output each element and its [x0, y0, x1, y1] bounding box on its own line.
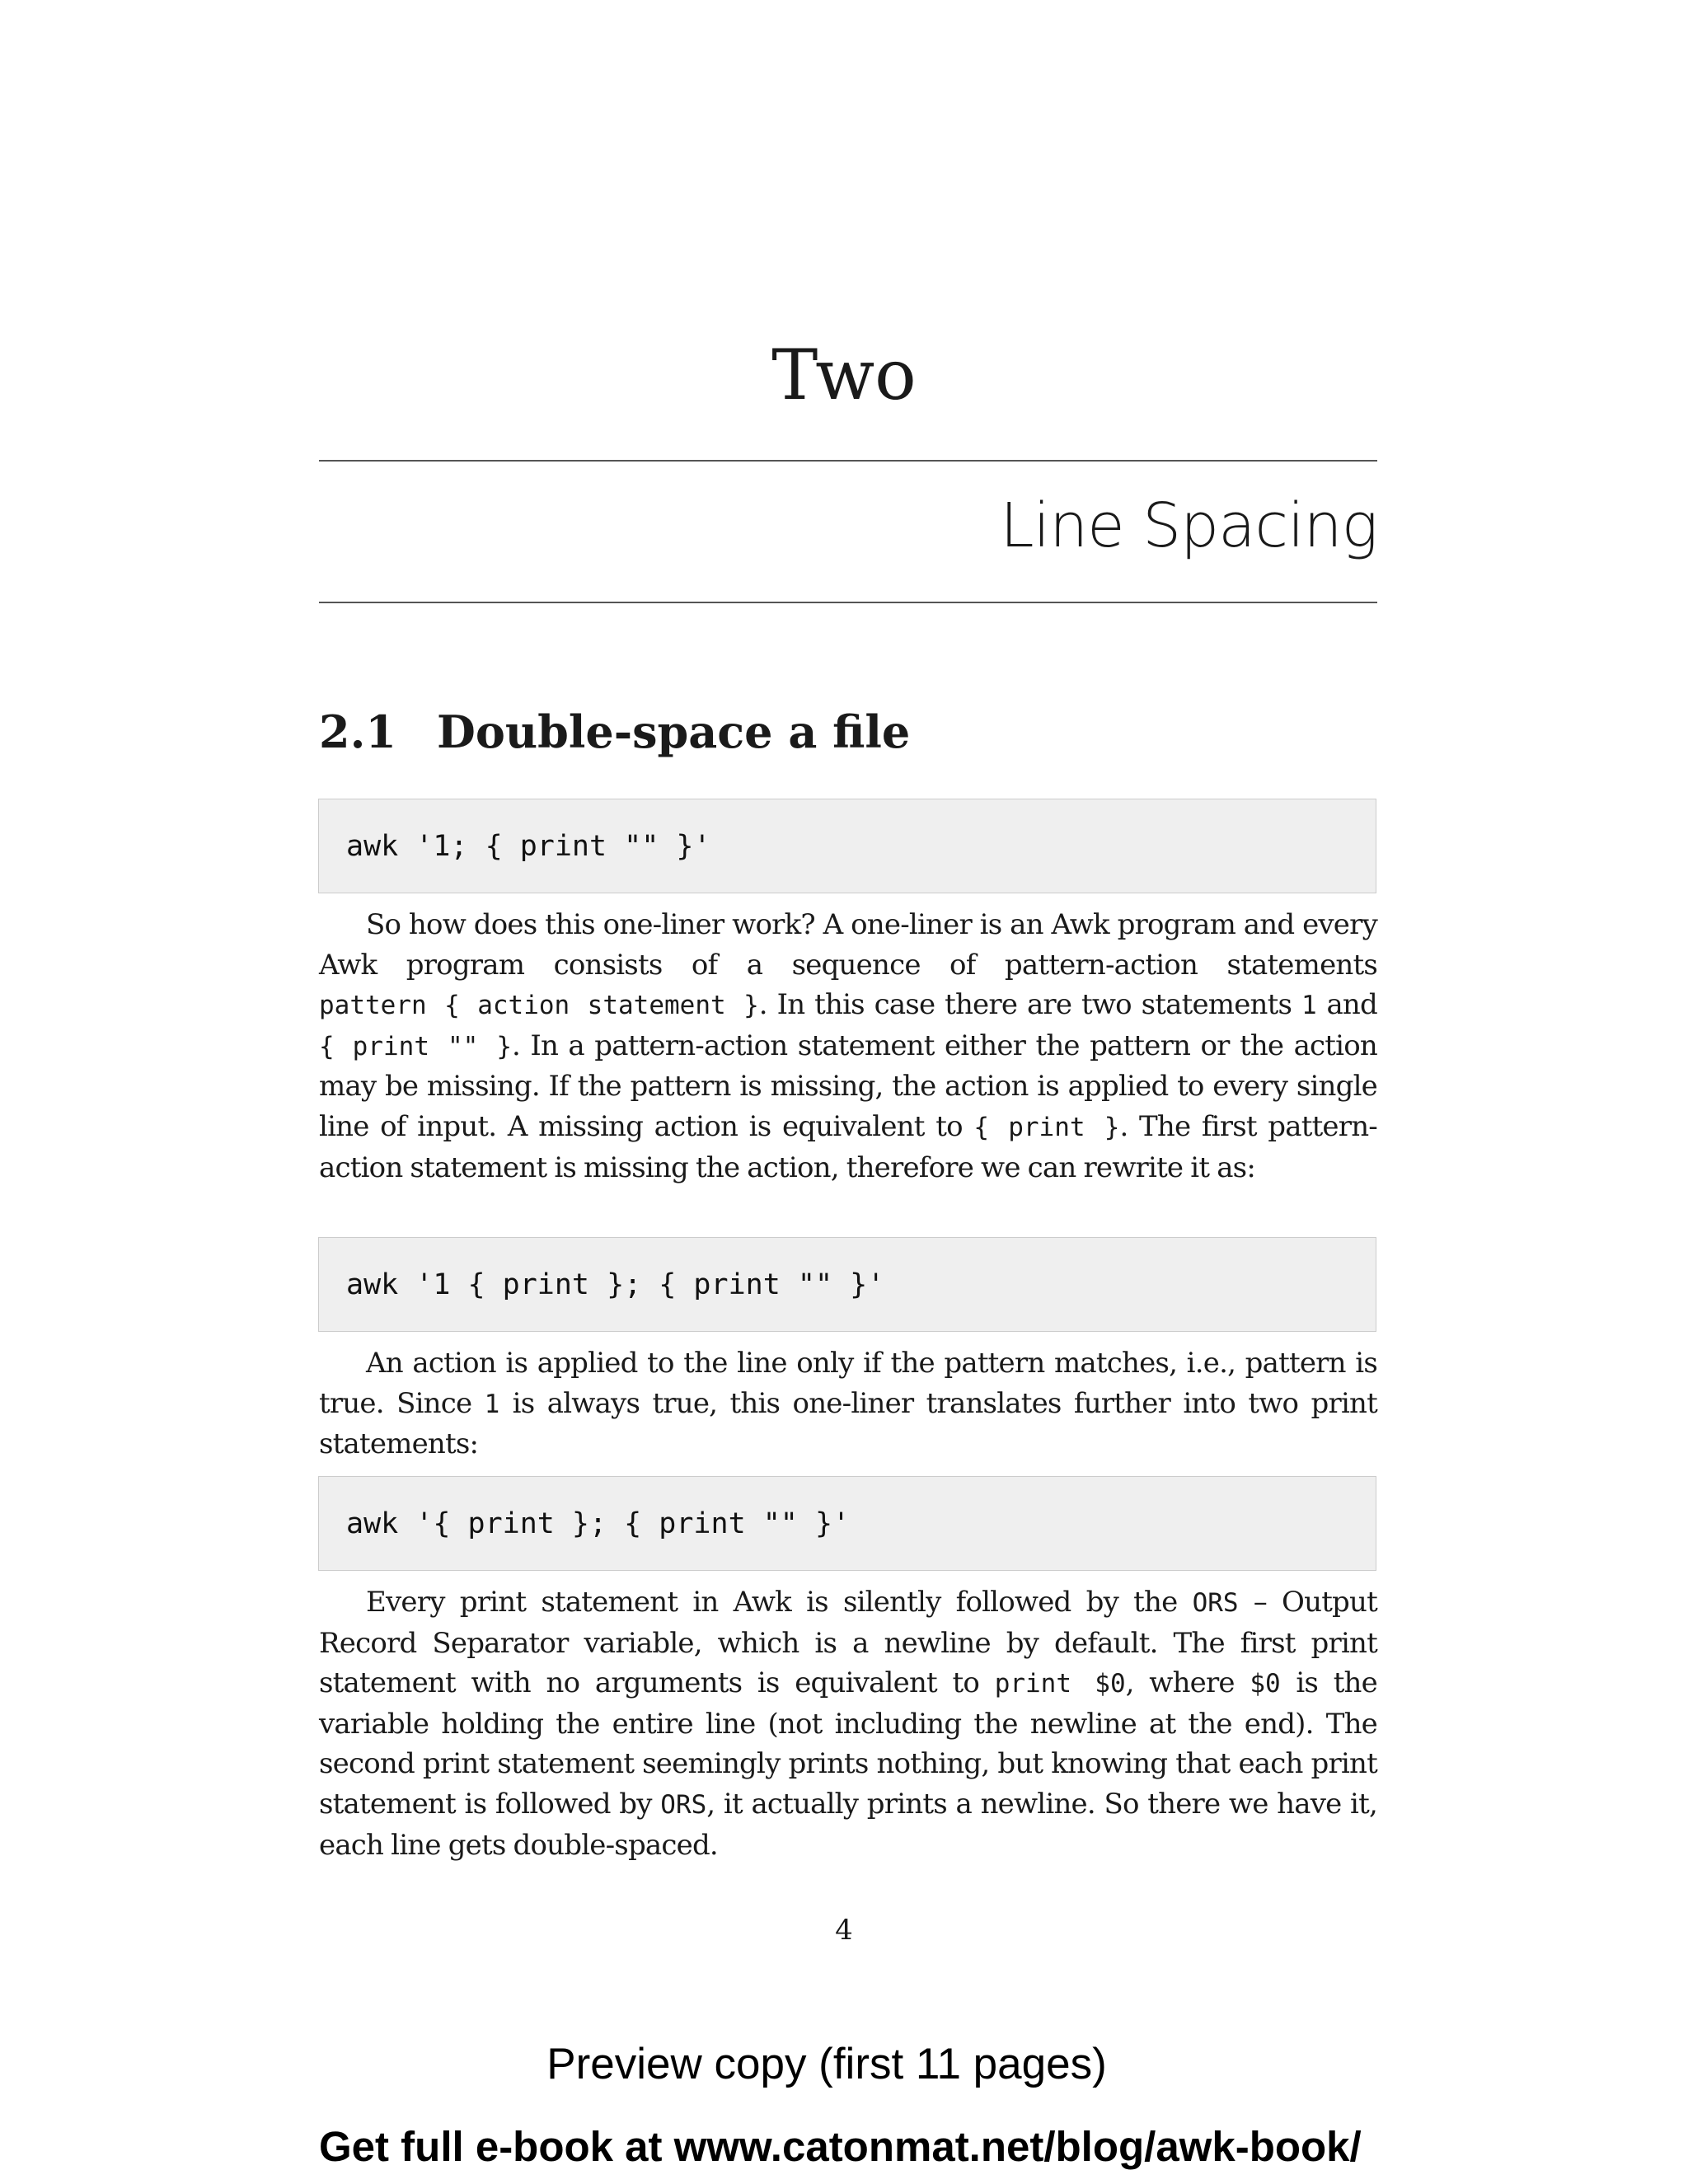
inline-code: 1 [484, 1389, 500, 1419]
inline-code: print $0 [994, 1669, 1126, 1699]
paragraph-text: An action is applied to the line only if the pattern matches, i.e., pattern is true. Since [319, 1347, 1377, 1420]
paragraph-text: . In a pattern-action statement either the pattern or the action may be missing. If the pattern is missing, the action is applied to every single line of input. A missing action is equivalent to [319, 1029, 1377, 1143]
chapter-rule-bottom [319, 602, 1377, 603]
inline-code: $0 [1250, 1669, 1281, 1699]
paragraph-text: . The first pattern-action statement is missing the action, therefore we can rewrite it as: [319, 1109, 1377, 1184]
paragraph-text: is always true, this one-liner translates further into two print statements: [319, 1386, 1377, 1461]
section-title: Double-space a file [437, 705, 911, 758]
paragraph-text: , where [1125, 1666, 1250, 1700]
inline-code: ORS [660, 1789, 707, 1820]
inline-code: { print } [973, 1112, 1120, 1142]
paragraph-text: Every print statement in Awk is silently followed by the [366, 1586, 1193, 1619]
chapter-rule-top [319, 460, 1377, 462]
inline-code: 1 [1301, 991, 1317, 1021]
ebook-link[interactable]: Get full e-book at www.catonmat.net/blog/awk-book/ [319, 2123, 1362, 2170]
paragraph-text: is the variable holding the entire line (not including the newline at the end). The second print statement seemingly prints nothing, but knowing that each print statement is followed by [319, 1666, 1377, 1821]
inline-code: ORS [1192, 1588, 1239, 1618]
paragraph-1 [319, 905, 1377, 1188]
inline-code: pattern { action statement } [319, 991, 759, 1021]
section-heading [319, 699, 910, 765]
chapter-number: Two [771, 335, 917, 415]
paragraph-text: So how does this one-liner work? A one-liner is an Awk program and every Awk program consists of a sequence of pattern-action statements [319, 908, 1377, 982]
code-block-2: awk '1 { print }; { print "" }' [318, 1237, 1376, 1332]
paragraph-text: . In this case there are two statements [758, 988, 1301, 1022]
page-number: 4 [835, 1914, 853, 1947]
paragraph-3 [319, 1582, 1377, 1865]
preview-note: Preview copy (first 11 pages) [546, 2040, 1107, 2088]
code-block-1: awk '1; { print "" }' [318, 799, 1376, 893]
paragraph-text: and [1316, 988, 1377, 1022]
paragraph-2 [319, 1343, 1377, 1465]
code-block-3: awk '{ print }; { print "" }' [318, 1476, 1376, 1571]
inline-code: { print "" } [319, 1031, 512, 1062]
paragraph-text: , it actually prints a newline. So there we have it, each line gets double-spaced. [319, 1787, 1378, 1862]
paragraph-text: – Output Record Separator variable, which is a newline by default. The first print statement with no arguments is equivalent to [319, 1586, 1377, 1700]
chapter-title: Line Spacing [1000, 490, 1377, 561]
section-number: 2.1 [319, 705, 396, 758]
